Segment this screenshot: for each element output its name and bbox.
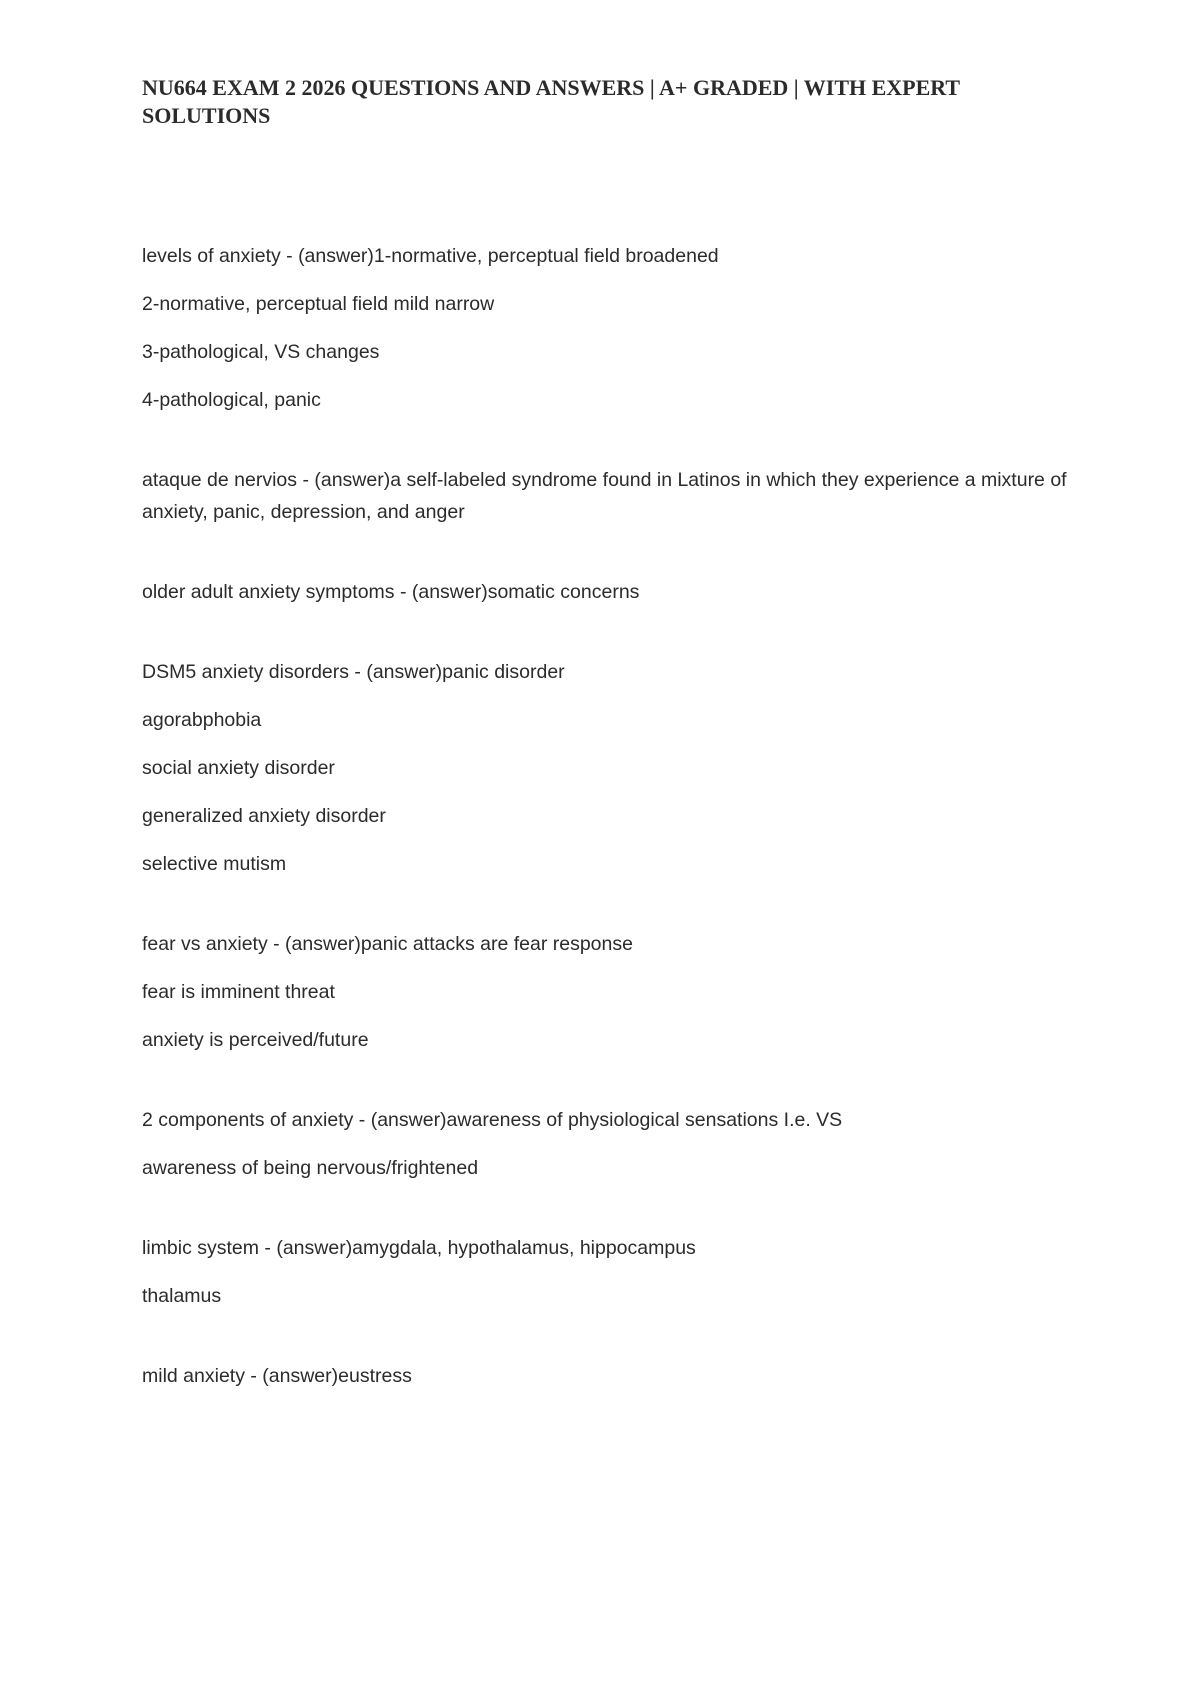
qa-line: anxiety is perceived/future (142, 1029, 369, 1051)
qa-line: generalized anxiety disorder (142, 805, 386, 827)
qa-entry-ataque-de-nervios (142, 464, 1082, 528)
qa-line: agorabphobia (142, 709, 262, 731)
qa-line: 2-normative, perceptual field mild narrow (142, 293, 495, 315)
qa-entry-components-of-anxiety (142, 1104, 1082, 1184)
document-title: NU664 EXAM 2 2026 QUESTIONS AND ANSWERS | A+ GRADED | WITH EXPERT SOLUTIONS (142, 75, 960, 128)
qa-entry-mild-anxiety (142, 1360, 1082, 1392)
qa-line: fear is imminent threat (142, 981, 335, 1003)
qa-line: social anxiety disorder (142, 757, 335, 779)
qa-line: awareness of being nervous/frightened (142, 1157, 479, 1179)
qa-line: DSM5 anxiety disorders - (answer)panic disorder (142, 661, 565, 683)
qa-entry-dsm5-anxiety-disorders (142, 656, 1082, 880)
qa-line: ataque de nervios - (answer)a self-labeled syndrome found in Latinos in which they experience a mixture of anxiety, panic, depression, and anger (142, 469, 1067, 523)
qa-line: selective mutism (142, 853, 287, 875)
qa-line: fear vs anxiety - (answer)panic attacks are fear response (142, 933, 633, 955)
qa-line: levels of anxiety - (answer)1-normative, perceptual field broadened (142, 245, 719, 267)
qa-line: 4-pathological, panic (142, 389, 321, 411)
qa-line: thalamus (142, 1285, 222, 1307)
qa-entry-levels-of-anxiety (142, 240, 1082, 416)
qa-line: mild anxiety - (answer)eustress (142, 1365, 412, 1387)
qa-line: 3-pathological, VS changes (142, 341, 380, 363)
qa-entry-fear-vs-anxiety (142, 928, 1082, 1056)
qa-line: older adult anxiety symptoms - (answer)somatic concerns (142, 581, 640, 603)
qa-entry-older-adult-anxiety (142, 576, 1082, 608)
qa-list (142, 240, 1082, 1440)
qa-entry-limbic-system (142, 1232, 1082, 1312)
qa-line: 2 components of anxiety - (answer)awareness of physiological sensations I.e. VS (142, 1109, 843, 1131)
qa-line: limbic system - (answer)amygdala, hypothalamus, hippocampus (142, 1237, 696, 1259)
